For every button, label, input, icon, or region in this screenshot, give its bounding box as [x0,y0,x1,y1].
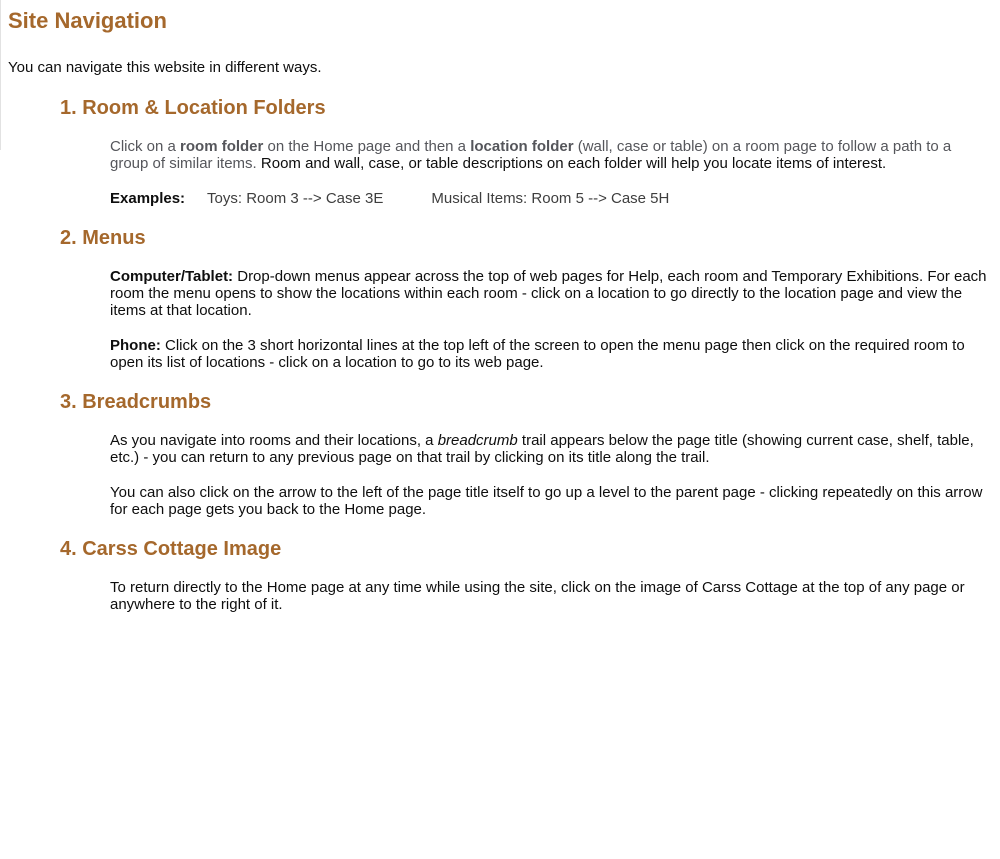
computer-tablet-paragraph [110,268,990,319]
text-segment: As you navigate into rooms and their locations, a [110,432,438,449]
section-heading-room-location-folders: 1. Room & Location Folders [60,97,326,119]
text-segment: (wall, case or table) on a room page to follow a path to a group of similar items. [110,138,952,172]
section-heading-menus: 2. Menus [60,227,146,249]
room-folder-term: room folder [180,138,264,155]
page-title: Site Navigation [8,8,167,33]
section-heading-breadcrumbs: 3. Breadcrumbs [60,391,212,413]
example-musical-items: Musical Items: Room 5 --> Case 5H [431,190,670,207]
text-segment: Click on a [110,138,181,155]
example-toys: Toys: Room 3 --> Case 3E [207,190,384,207]
phone-paragraph [110,337,990,371]
text-segment: Click on the 3 short horizontal lines at the top left of the screen to open the menu page then click on the required room to open its list of locations - click on a location to go to its web page. [110,337,965,371]
section-breadcrumbs [8,390,992,518]
section-menus [8,226,992,371]
text-segment: on the Home page and then a [263,138,471,155]
phone-label: Phone: [110,337,161,354]
back-arrow-paragraph: You can also click on the arrow to the left of the page title itself to go up a level to the parent page - clicking repeatedly on this arrow for each page gets you back to the Home page. [110,484,983,518]
location-folder-term: location folder [470,138,574,155]
text-segment: Room and wall, case, or table descriptions on each folder will help you locate items of interest. [260,155,887,172]
section-room-location-folders [8,96,992,207]
breadcrumb-trail-paragraph [110,432,990,466]
room-folder-paragraph [110,138,990,172]
breadcrumb-term: breadcrumb [437,432,518,449]
carss-cottage-paragraph: To return directly to the Home page at any time while using the site, click on the image of Carss Cottage at the top of any page or anywhere to the right of it. [110,579,965,613]
examples-line [110,190,990,207]
window-edge-line [0,0,1,150]
computer-tablet-label: Computer/Tablet: [110,268,234,285]
text-segment: trail appears below the page title (showing current case, shelf, table, etc.) - you can return to any previous page on that trail by clicking on its title along the trail. [110,432,974,466]
text-segment: Drop-down menus appear across the top of web pages for Help, each room and Temporary Exhibitions. For each room the menu opens to show the locations within each room - click on a location to go directly to the location page and view the items at that location. [110,268,987,319]
intro-text: You can navigate this website in different ways. [8,59,322,76]
examples-label: Examples: [110,190,186,207]
section-carss-cottage-image [8,537,992,613]
section-heading-carss-cottage-image: 4. Carss Cottage Image [60,538,282,560]
